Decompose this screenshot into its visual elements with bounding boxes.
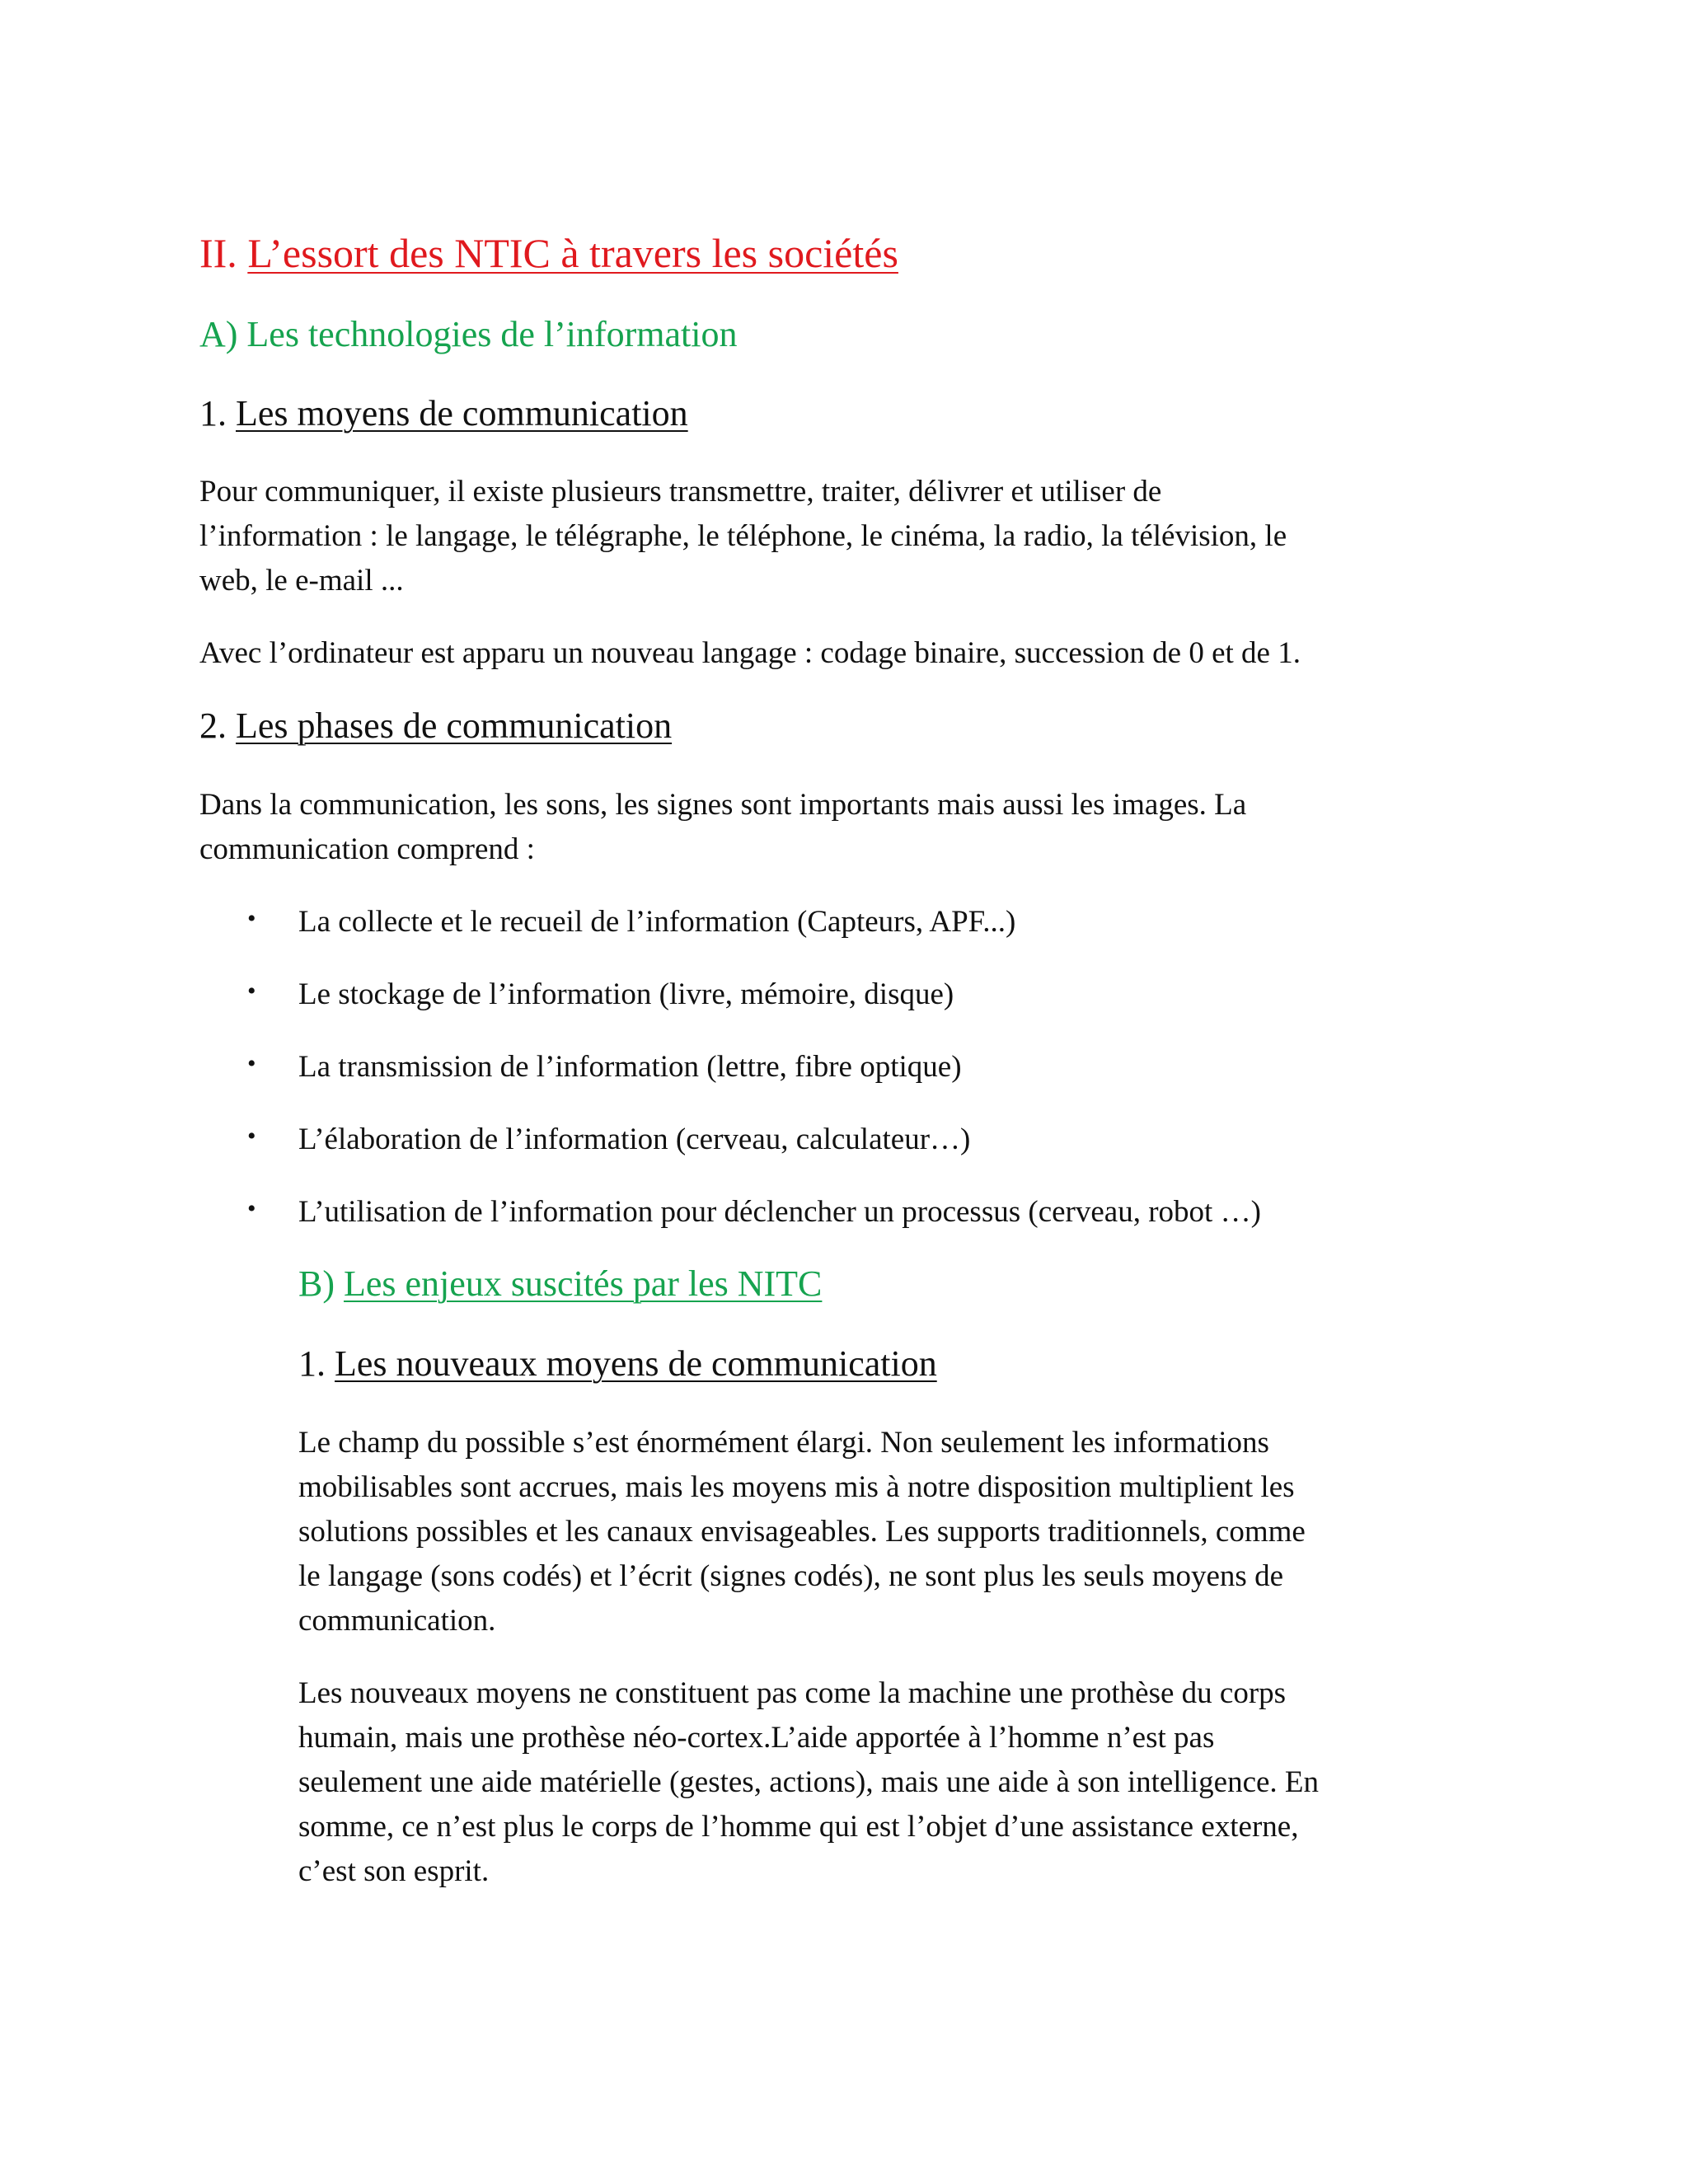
subsection-heading-a: A) Les technologies de l’information xyxy=(199,314,738,354)
list-item-text: La transmission de l’information (lettre, fibre optique) xyxy=(298,1050,962,1084)
paragraph-line: solutions possibles et les canaux envisageables. Les supports traditionnels, comme xyxy=(298,1515,1306,1549)
section-title: L’essort des NTIC à travers les sociétés xyxy=(247,230,898,276)
bullet-marker: • xyxy=(247,977,256,1005)
topic-number: 1. xyxy=(199,393,227,434)
paragraph-line: Les nouveaux moyens ne constituent pas come la machine une prothèse du corps xyxy=(298,1676,1287,1710)
list-item-text: Le stockage de l’information (livre, mémoire, disque) xyxy=(298,977,954,1011)
topic-title: Les nouveaux moyens de communication xyxy=(335,1343,937,1384)
paragraph-line: le langage (sons codés) et l’écrit (signes codés), ne sont plus les seuls moyens de xyxy=(298,1559,1284,1593)
subsection-heading-b xyxy=(298,1263,822,1305)
bullet-marker: • xyxy=(247,1050,256,1077)
topic-number: 1. xyxy=(298,1343,326,1384)
paragraph-line: mobilisables sont accrues, mais les moyens mis à notre disposition multiplient les xyxy=(298,1470,1295,1504)
section-heading xyxy=(199,229,898,277)
paragraph-line: somme, ce n’est plus le corps de l’homme qui est l’objet d’une assistance externe, xyxy=(298,1810,1299,1844)
topic-heading-2 xyxy=(199,705,672,747)
paragraph-line: seulement une aide matérielle (gestes, actions), mais une aide à son intelligence. En xyxy=(298,1765,1320,1799)
paragraph-line: Le champ du possible s’est énormément élargi. Non seulement les informations xyxy=(298,1426,1269,1460)
paragraph-line: communication comprend : xyxy=(199,832,535,866)
list-item-text: L’élaboration de l’information (cerveau, calculateur…) xyxy=(298,1122,971,1156)
paragraph-line: communication. xyxy=(298,1604,496,1638)
paragraph-line: Pour communiquer, il existe plusieurs transmettre, traiter, délivrer et utiliser de xyxy=(199,475,1162,509)
topic-heading-1 xyxy=(199,392,688,434)
subsection-title: Les enjeux suscités par les NITC xyxy=(344,1263,823,1304)
section-number: II. xyxy=(199,230,237,276)
topic-title: Les moyens de communication xyxy=(236,393,688,434)
subsection-prefix: B) xyxy=(298,1263,335,1304)
bullet-marker: • xyxy=(247,1122,256,1150)
bullet-marker: • xyxy=(247,1195,256,1222)
list-item-text: L’utilisation de l’information pour déclencher un processus (cerveau, robot …) xyxy=(298,1195,1261,1229)
paragraph-line: c’est son esprit. xyxy=(298,1854,490,1888)
bullet-marker: • xyxy=(247,905,256,932)
paragraph-line: l’information : le langage, le télégraphe, le téléphone, le cinéma, la radio, la télévision, le xyxy=(199,519,1287,553)
paragraph-line: web, le e-mail ... xyxy=(199,564,404,598)
paragraph-line: Avec l’ordinateur est apparu un nouveau langage : codage binaire, succession de 0 et de 1. xyxy=(199,636,1301,670)
topic-heading-b1 xyxy=(298,1343,937,1385)
paragraph-line: humain, mais une prothèse néo-cortex.L’aide apportée à l’homme n’est pas xyxy=(298,1721,1215,1755)
topic-number: 2. xyxy=(199,705,227,746)
topic-title: Les phases de communication xyxy=(236,705,673,746)
list-item-text: La collecte et le recueil de l’information (Capteurs, APF...) xyxy=(298,905,1016,939)
paragraph-line: Dans la communication, les sons, les signes sont importants mais aussi les images. La xyxy=(199,788,1247,822)
